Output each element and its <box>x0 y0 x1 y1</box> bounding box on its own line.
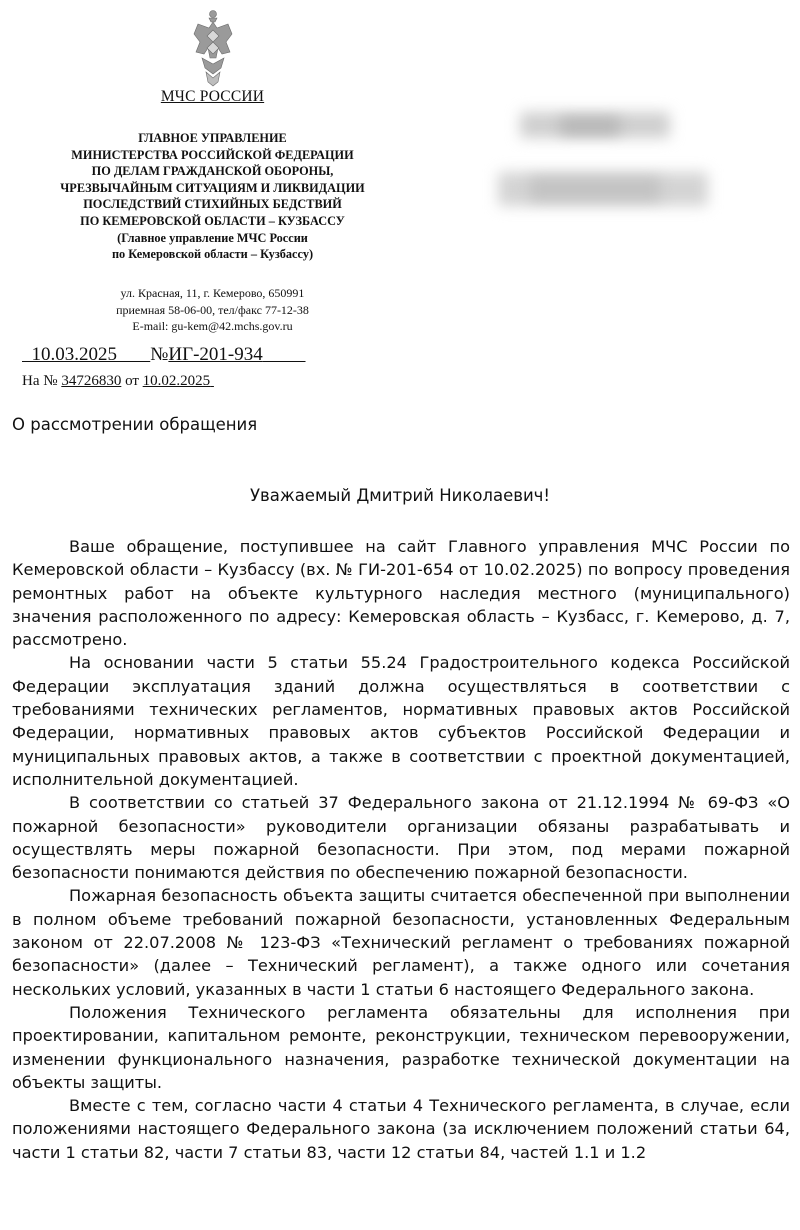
org-line: МИНИСТЕРСТВА РОССИЙСКОЙ ФЕДЕРАЦИИ <box>71 147 354 162</box>
address-line: приемная 58-06-00, тел/факс 77-12-38 <box>116 302 309 317</box>
body-paragraph: Пожарная безопасность объекта защиты считается обеспеченной при выполнении в полном объеме требований пожарной безопасности, установленных Федеральным законом от 22.07.2008 № 123-ФЗ «Технический регламент о требованиях пожарной безопасности» (далее – Технический регламент), а также одного или сочетания нескольких условий, указанных в части 1 статьи 6 настоящего Федерального закона. <box>12 886 790 999</box>
outgoing-number-field <box>168 344 305 365</box>
letterhead <box>20 88 405 335</box>
org-full-name <box>20 130 405 263</box>
org-line: по Кемеровской области – Кузбассу) <box>111 247 314 262</box>
org-line: ЧРЕЗВЫЧАЙНЫМ СИТУАЦИЯМ И ЛИКВИДАЦИИ <box>60 180 365 195</box>
body-paragraph: В соответствии со статьей 37 Федерального закона от 21.12.1994 № 69-ФЗ «О пожарной безопасности» руководители организации обязаны разрабатывать и осуществлять меры пожарной безопасности. При этом, под мерами пожарной безопасности понимаются действия по обеспечению пожарной безопасности. <box>12 793 790 883</box>
number-sign: № <box>150 344 169 365</box>
reference-line <box>22 373 214 390</box>
outgoing-date: 10.03.2025 <box>31 344 117 365</box>
ref-prefix: На № <box>22 373 58 389</box>
ref-date: 10.02.2025 <box>142 373 211 389</box>
org-line: ПО КЕМЕРОВСКОЙ ОБЛАСТИ – КУЗБАССУ <box>80 213 345 228</box>
org-line: ГЛАВНОЕ УПРАВЛЕНИЕ <box>138 131 287 145</box>
address-line: E-mail: gu-kem@42.mchs.gov.ru <box>132 319 293 334</box>
org-line: ПОСЛЕДСТВИЙ СТИХИЙНЫХ БЕДСТВИЙ <box>83 197 342 212</box>
ref-number: 34726830 <box>61 373 122 389</box>
org-line: ПО ДЕЛАМ ГРАЖДАНСКОЙ ОБОРОНЫ, <box>91 164 334 179</box>
org-line: (Главное управление МЧС России <box>117 230 308 245</box>
ref-from: от <box>125 373 139 389</box>
outgoing-date-field <box>22 344 150 365</box>
salutation: Уважаемый Дмитрий Николаевич! <box>249 486 551 505</box>
org-address <box>20 285 405 335</box>
org-short-name: МЧС РОССИИ <box>160 88 265 105</box>
letter-subject: О рассмотрении обращения <box>12 415 258 434</box>
body-paragraph: Ваше обращение, поступившее на сайт Главного управления МЧС России по Кемеровской области – Кузбассу (вх. № ГИ-201-654 от 10.02.2025) по вопросу проведения ремонтных работ на объекте культурного наследия местного (муниципального) значения расположенного по адресу: Кемеровская область – Кузбасс, г. Кемерово, д. 7, рассмотрено. <box>12 537 790 650</box>
registration-line <box>22 344 306 366</box>
outgoing-number: ИГ-201-934 <box>168 344 263 365</box>
letter-body <box>12 535 790 1164</box>
ref-date-field <box>143 373 214 389</box>
body-paragraph: Вместе с тем, согласно части 4 статьи 4 Технического регламента, в случае, если положениями настоящего Федерального закона (за исключением положений статьи 64, части 1 статьи 82, части 7 статьи 83, части 12 статьи 84, частей 1.1 и 1.2 <box>12 1096 790 1162</box>
body-paragraph: На основании части 5 статьи 55.24 Градостроительного кодекса Российской Федерации эксплуатация зданий должна осуществляться в соответствии с требованиями технических регламентов, нормативных правовых актов Российской Федерации, нормативных правовых актов субъектов Российской Федерации и муниципальных правовых актов, а также в соответствии с проектной документацией, исполнительной документацией. <box>12 653 790 789</box>
body-paragraph: Положения Технического регламента обязательны для исполнения при проектировании, капитальном ремонте, реконструкции, техническом перевооружении, изменении функционального назначения, разработке технической документации на объекты защиты. <box>12 1002 790 1092</box>
mchs-emblem-icon <box>188 8 238 88</box>
address-line: ул. Красная, 11, г. Кемерово, 650991 <box>120 285 305 300</box>
